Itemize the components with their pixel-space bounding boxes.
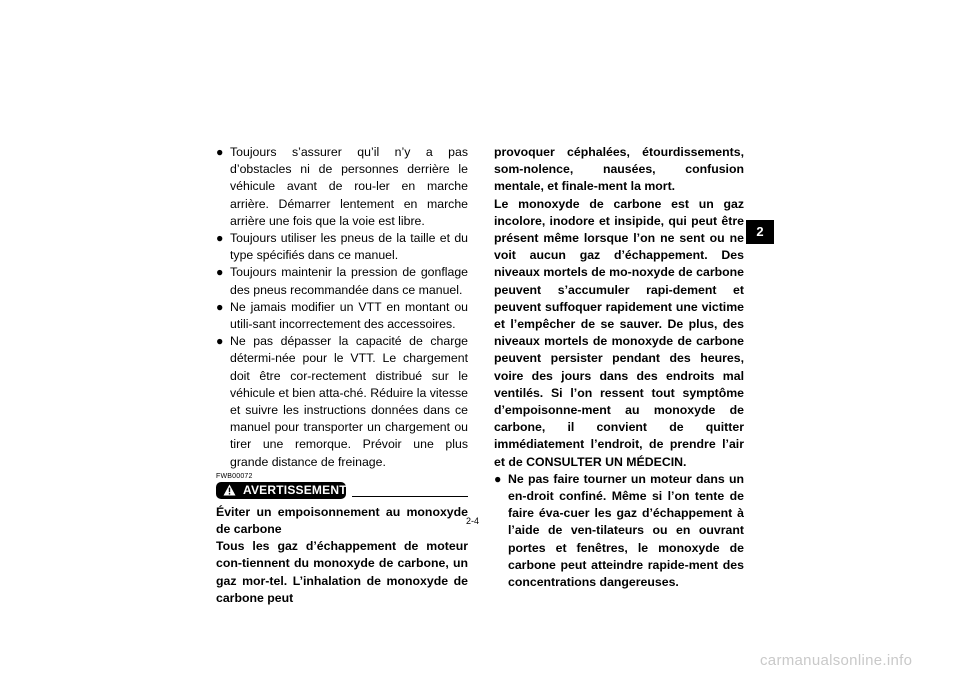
chapter-tab: 2 <box>746 220 774 244</box>
bullet-item: ● Ne jamais modifier un VTT en montant ou utili-sant incorrectement des accessoires. <box>216 299 468 332</box>
watermark: carmanualsonline.info <box>760 652 913 669</box>
warning-paragraph: provoquer céphalées, étourdissements, som-nolence, nausées, confusion mentale, et finale-ment la mort. <box>494 145 744 194</box>
bullet-dot-icon: ● <box>216 334 224 349</box>
right-column <box>494 144 744 591</box>
warning-text: Tous les gaz d’échappement de moteur con-tiennent du monoxyde de carbone, un gaz mor-tel. L’inhalation de monoxyde de carbone peut <box>216 539 468 605</box>
bullet-dot-icon: ● <box>216 231 224 246</box>
warning-paragraph: Le monoxyde de carbone est un gaz incolore, inodore et insipide, qui peut être présent même lorsque l’on ne sent ou ne voit aucun gaz d’échappement. Des niveaux mortels de mo-noxyde de carbone peuvent s’accumuler rapi-dement et peuvent suffoquer rapidement une victime et l’empêcher de se sauver. De plus, des niveaux mortels de monoxyde de carbone peuvent persister pendant des heures, voire des jours dans des endroits mal ventilés. Si l’on ressent tout symptôme d’empoisonne-ment au monoxyde de carbone, il convient de quitter immédiatement l’endroit, de prendre l’air et de CONSULTER UN MÉDECIN. <box>494 196 744 469</box>
left-column <box>216 144 468 607</box>
divider <box>352 496 468 497</box>
warning-title: Éviter un empoisonnement au monoxyde de carbone <box>216 504 468 537</box>
page-number: 2-4 <box>466 516 480 526</box>
reference-code: FWB00072 <box>216 472 253 480</box>
warning-badge <box>216 482 346 499</box>
bullet-dot-icon: ● <box>216 265 224 280</box>
warning-header <box>216 482 468 502</box>
warning-triangle-icon <box>223 484 236 496</box>
bullet-item: ● Toujours utiliser les pneus de la taille et du type spécifiés dans ce manuel. <box>216 231 468 263</box>
warning-label: AVERTISSEMENT <box>243 482 347 497</box>
bullet-item: ● Toujours maintenir la pression de gonflage des pneus recommandée dans ce manuel. <box>216 265 468 297</box>
bullet-item: ● Toujours s’assurer qu’il n’y a pas d’obstacles ni de personnes derrière le véhicule avant de rou-ler en marche arrière. Démarrer lentement en marche arrière une fois que la voie est libre. <box>216 145 468 228</box>
bullet-dot-icon: ● <box>216 299 224 314</box>
bullet-item: ● Ne pas faire tourner un moteur dans un en-droit confiné. Même si l’on tente de faire éva-cuer les gaz d’échappement à l’aide de ven-tilateurs ou en ouvrant portes et fenêtres, le monoxyde de carbone peut atteindre rapide-ment des concentrations dangereuses. <box>494 471 744 590</box>
bullet-item: ● Ne pas dépasser la capacité de charge détermi-née pour le VTT. Le chargement doit être cor-rectement distribué sur le véhicule et bien atta-ché. Réduire la vitesse et suivre les instructions données dans ce manuel pour transporter un chargement ou tirer une remorque. Prévoir une plus grande distance de freinage. <box>216 334 468 469</box>
bullet-dot-icon: ● <box>494 471 502 486</box>
bullet-dot-icon: ● <box>216 145 224 159</box>
